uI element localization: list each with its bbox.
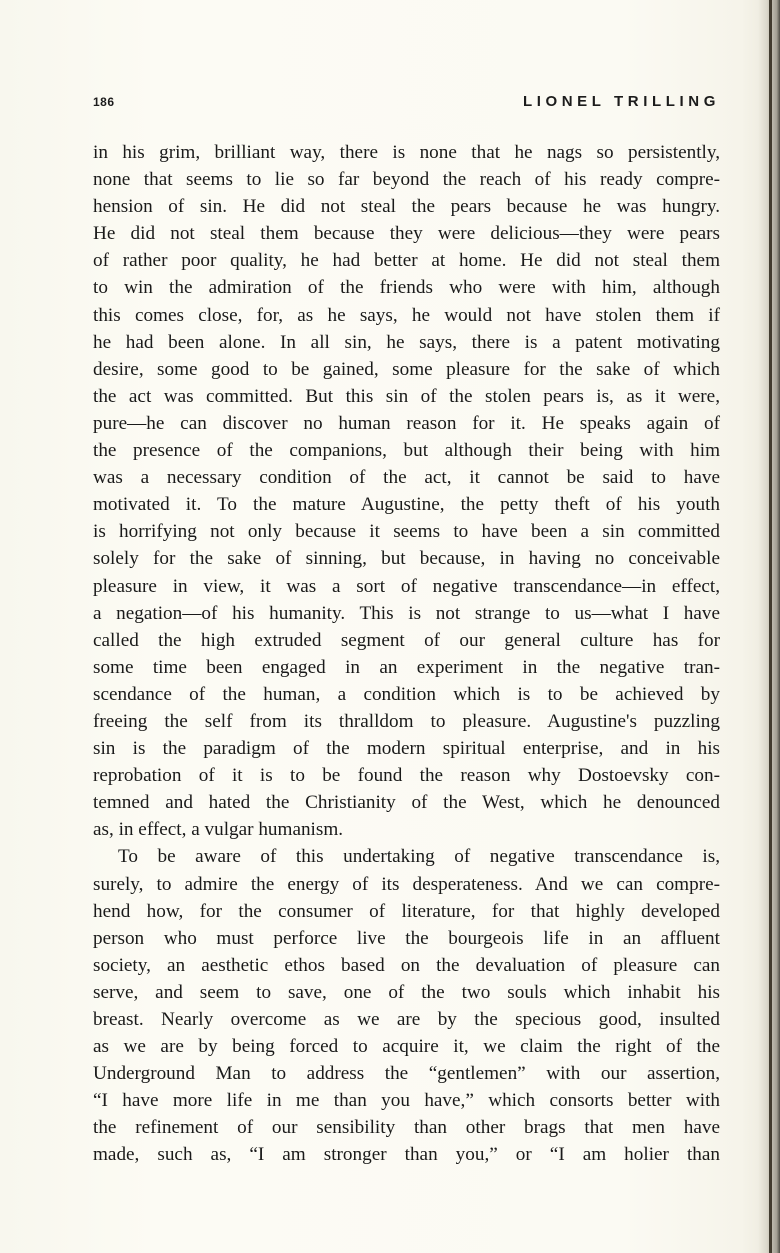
text-line: person who must perforce live the bourgeois life in an affluent bbox=[93, 927, 720, 949]
text-line: desire, some good to be gained, some pleasure for the sake of which bbox=[93, 358, 720, 380]
text-line: motivated it. To the mature Augustine, the petty theft of his youth bbox=[93, 494, 720, 516]
text-line: society, an aesthetic ethos based on the devaluation of pleasure can bbox=[93, 954, 720, 976]
text-line: Underground Man to address the “gentlemen” with our assertion, bbox=[93, 1063, 720, 1085]
text-line: this comes close, for, as he says, he would not have stolen them if bbox=[93, 304, 720, 326]
text-line: in his grim, brilliant way, there is none that he nags so persistently, bbox=[93, 142, 720, 163]
text-line: breast. Nearly overcome as we are by the specious good, insulted bbox=[93, 1009, 720, 1030]
text-line: none that seems to lie so far beyond the reach of his ready compre- bbox=[93, 169, 720, 191]
text-line: as we are by being forced to acquire it, we claim the right of the bbox=[93, 1036, 720, 1058]
text-line: freeing the self from its thralldom to pleasure. Augustine's puzzling bbox=[93, 710, 720, 732]
body-text bbox=[93, 139, 720, 1169]
text-line: he had been alone. In all sin, he says, there is a patent motivating bbox=[93, 331, 720, 353]
text-line: as, in effect, a vulgar humanism. bbox=[93, 819, 344, 841]
text-line: solely for the sake of sinning, but because, in having no conceivable bbox=[93, 548, 720, 570]
text-line: sin is the paradigm of the modern spiritual enterprise, and in his bbox=[93, 738, 720, 760]
page-header bbox=[93, 93, 720, 115]
book-spine-edge bbox=[769, 0, 772, 1253]
text-line: He did not steal them because they were delicious—they were pears bbox=[93, 223, 720, 245]
page-number: 186 bbox=[93, 95, 115, 109]
text-line: made, such as, “I am stronger than you,” or “I am holier than bbox=[93, 1144, 720, 1166]
text-line: To be aware of this undertaking of negative transcendance is, bbox=[118, 846, 720, 868]
text-line: the refinement of our sensibility than other brags that men have bbox=[93, 1117, 720, 1139]
text-line: surely, to admire the energy of its desperateness. And we can compre- bbox=[93, 873, 720, 895]
text-line: pleasure in view, it was a sort of negative transcendance—in effect, bbox=[93, 575, 720, 597]
text-line: reprobation of it is to be found the reason why Dostoevsky con- bbox=[93, 765, 720, 787]
paragraph-2 bbox=[93, 843, 720, 1168]
text-line: some time been engaged in an experiment in the negative tran- bbox=[93, 656, 720, 678]
text-line: pure—he can discover no human reason for it. He speaks again of bbox=[93, 412, 720, 434]
text-line: scendance of the human, a condition which is to be achieved by bbox=[93, 683, 720, 705]
text-line: to win the admiration of the friends who were with him, although bbox=[93, 277, 720, 299]
running-head: LIONEL TRILLING bbox=[522, 93, 720, 110]
paragraph-1 bbox=[93, 139, 720, 843]
text-line: the presence of the companions, but although their being with him bbox=[93, 440, 720, 462]
text-line: temned and hated the Christianity of the West, which he denounced bbox=[93, 792, 720, 814]
text-line: hension of sin. He did not steal the pears because he was hungry. bbox=[93, 196, 720, 218]
text-line: called the high extruded segment of our general culture has for bbox=[93, 629, 720, 651]
text-line: “I have more life in me than you have,” which consorts better with bbox=[93, 1090, 720, 1112]
text-line: of rather poor quality, he had better at home. He did not steal them bbox=[93, 250, 720, 272]
text-line: hend how, for the consumer of literature, for that highly developed bbox=[93, 900, 720, 922]
text-line: is horrifying not only because it seems to have been a sin committed bbox=[93, 521, 720, 543]
text-line: was a necessary condition of the act, it cannot be said to have bbox=[93, 467, 720, 489]
text-line: a negation—of his humanity. This is not strange to us—what I have bbox=[93, 602, 720, 624]
text-line: serve, and seem to save, one of the two souls which inhabit his bbox=[93, 981, 720, 1003]
text-line: the act was committed. But this sin of the stolen pears is, as it were, bbox=[93, 385, 720, 407]
